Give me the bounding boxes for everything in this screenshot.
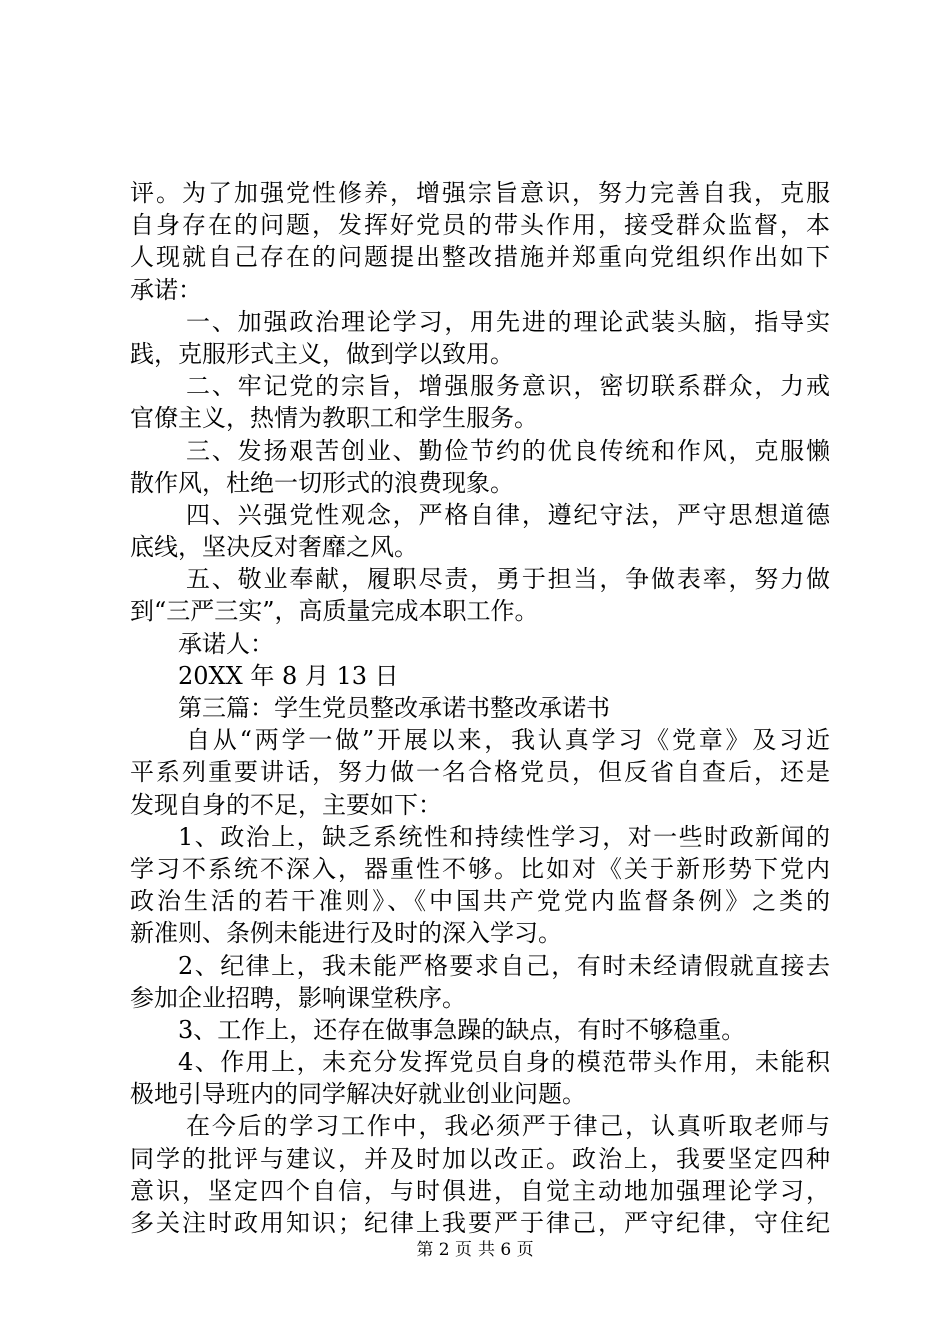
section-heading: 第三篇：学生党员整改承诺书整改承诺书 bbox=[178, 694, 610, 722]
text-line: 二、牢记党的宗旨，增强服务意识，密切联系群众，力戒 bbox=[186, 372, 830, 401]
text-line: 新准则、条例未能进行及时的深入学习。 bbox=[130, 919, 562, 948]
text-line: 意识，坚定四个自信，与时俱进，自觉主动地加强理论学习， bbox=[130, 1176, 830, 1205]
text-line: 四、兴强党性观念，严格自律，遵纪守法，严守思想道德 bbox=[186, 500, 830, 529]
text-line: 官僚主义，热情为教职工和学生服务。 bbox=[130, 404, 538, 433]
document-body bbox=[130, 177, 830, 1239]
page-total: 共 6 页 bbox=[478, 1240, 534, 1260]
text-line: 自身存在的问题，发挥好党员的带头作用，接受群众监督，本 bbox=[130, 211, 830, 240]
text-line: 底线，坚决反对奢靡之风。 bbox=[130, 533, 418, 562]
text-line: 1、政治上，缺乏系统性和持续性学习，对一些时政新闻的 bbox=[178, 822, 830, 851]
text-line: 参加企业招聘，影响课堂秩序。 bbox=[130, 983, 466, 1012]
text-line: 五、敬业奉献，履职尽责，勇于担当，争做表率，努力做 bbox=[186, 565, 830, 594]
text-line: 到“三严三实”，高质量完成本职工作。 bbox=[130, 597, 539, 626]
text-line: 2、纪律上，我未能严格要求自己，有时未经请假就直接去 bbox=[178, 951, 830, 980]
text-line: 同学的批评与建议，并及时加以改正。政治上，我要坚定四种 bbox=[130, 1144, 830, 1173]
text-line: 评。为了加强党性修养，增强宗旨意识，努力完善自我，克服 bbox=[130, 179, 830, 207]
text-line: 承诺： bbox=[130, 275, 202, 304]
text-line: 政治生活的若干准则》、《中国共产党党内监督条例》之类的 bbox=[130, 887, 830, 916]
text-line: 极地引导班内的同学解决好就业创业问题。 bbox=[130, 1080, 586, 1109]
page-number: 第 2 页 bbox=[416, 1240, 472, 1260]
text-line: 3、工作上，还存在做事急躁的缺点，有时不够稳重。 bbox=[178, 1015, 746, 1044]
text-line: 4、作用上，未充分发挥党员自身的模范带头作用，未能积 bbox=[178, 1048, 830, 1077]
text-line: 人现就自己存在的问题提出整改措施并郑重向党组织作出如下 bbox=[130, 243, 830, 272]
text-line: 学习不系统不深入，器重性不够。比如对《关于新形势下党内 bbox=[130, 854, 830, 883]
text-line: 发现自身的不足，主要如下： bbox=[130, 790, 442, 819]
text-line: 散作风，杜绝一切形式的浪费现象。 bbox=[130, 468, 514, 497]
text-line: 平系列重要讲话，努力做一名合格党员，但反省自查后，还是 bbox=[130, 758, 830, 787]
signature-label: 承诺人： bbox=[178, 629, 274, 658]
page-footer bbox=[0, 1238, 950, 1262]
text-line: 多关注时政用知识；纪律上我要严于律己，严守纪律，守住纪 bbox=[130, 1209, 830, 1237]
text-line: 一、加强政治理论学习，用先进的理论武装头脑，指导实 bbox=[186, 307, 830, 336]
date-line: 20XX 年 8 月 13 日 bbox=[178, 661, 399, 690]
text-line: 三、发扬艰苦创业、勤俭节约的优良传统和作风，克服懒 bbox=[186, 436, 830, 465]
text-line: 自从“两学一做”开展以来，我认真学习《党章》及习近 bbox=[186, 726, 830, 755]
text-line: 在今后的学习工作中，我必须严于律己，认真听取老师与 bbox=[186, 1112, 830, 1141]
text-line: 践，克服形式主义，做到学以致用。 bbox=[130, 339, 514, 368]
